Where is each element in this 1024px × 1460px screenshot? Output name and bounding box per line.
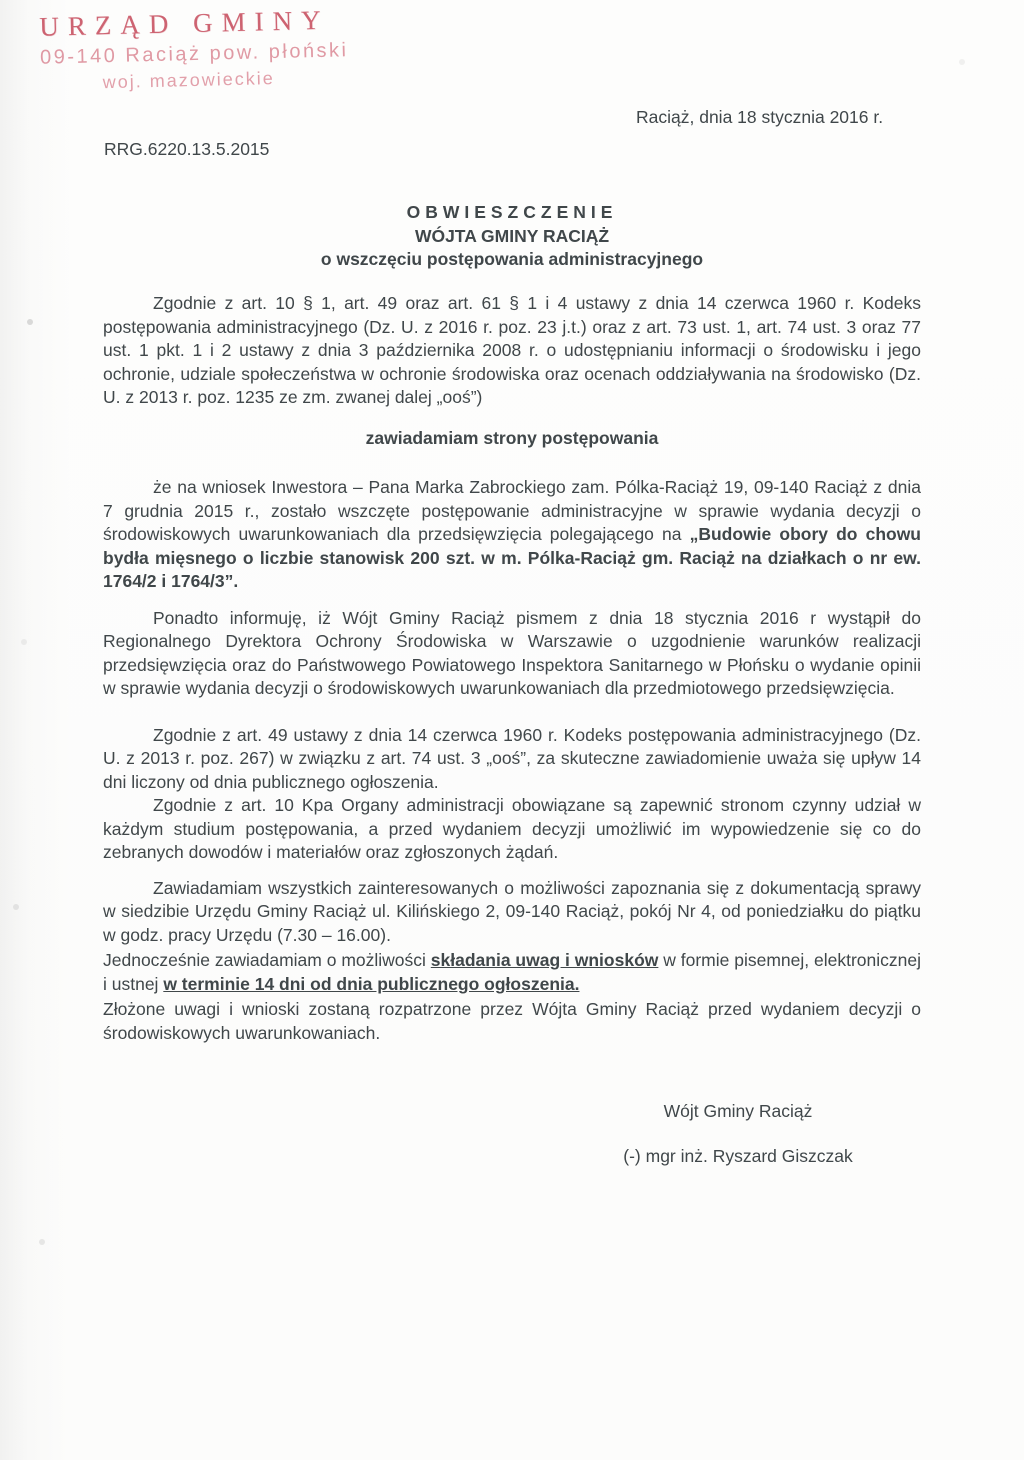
document-date: Raciąż, dnia 18 stycznia 2016 r.: [636, 107, 884, 127]
remarks-emphasis-deadline: w terminie 14 dni od dnia publicznego ogłoszenia.: [163, 973, 580, 994]
remarks-part1: Jednocześnie zawiadamiam o możliwości: [103, 950, 431, 970]
paragraph-documentation-access: Zawiadamiam wszystkich zainteresowanych o możliwości zapoznania się z dokumentacją sprawy w siedzibie Urzędu Gminy Raciąż ul. Kilińskiego 2, 09-140 Raciąż, pokój Nr 4, od poniedziałku do piątku w godz. pracy Urzędu (7.30 – 16.00).: [103, 877, 921, 945]
title-obwieszczenie: OBWIESZCZENIE: [406, 202, 618, 222]
stamp-address-line: 09-140 Raciąż pow. płoński: [39, 38, 349, 69]
reference-number: RRG.6220.13.5.2015: [104, 139, 270, 159]
stamp-voivodeship-line: woj. mazowieckie: [102, 68, 275, 93]
notice-intro-text: że na wniosek Inwestora – Pana Marka Zabrockiego zam. Pólka-Raciąż 19, 09-140 Raciąż z dnia 7 grudnia 2015 r., zostało wszczęte postępowanie administracyjne w sprawie wydania decyzji o środowiskowych uwarunkowaniach dla przedsięwzięcia polegającego na: [103, 477, 921, 544]
subheading-notification: zawiadamiam strony postępowania: [365, 427, 659, 448]
remarks-part2: w formie pisemnej, elektronicznej i ustnej: [103, 950, 921, 994]
paragraph-art49: Zgodnie z art. 49 ustawy z dnia 14 czerwca 1960 r. Kodeks postępowania administracyjnego (Dz. U. z 2013 r. poz. 267) w związku z art. 74 ust. 3 „ooś”, za skuteczne zawiadomienie uważa się upływ 14 dni liczony od dnia publicznego ogłoszenia.: [103, 724, 921, 792]
paragraph-consultations: Ponadto informuję, iż Wójt Gminy Raciąż pismem z dnia 18 stycznia 2016 r wystąpił do Regionalnego Dyrektora Ochrony Środowiska w Warszawie o uzgodnienie warunków realizacji przedsięwzięcia oraz do Państwowego Powiatowego Inspektora Sanitarnego w Płońsku o wydanie opinii w sprawie wydania decyzji o środowiskowych uwarunkowaniach dla przedmiotowego przedsięwzięcia.: [103, 607, 921, 698]
title-issuer: WÓJTA GMINY RACIĄŻ: [414, 225, 610, 246]
notice-project-name: „Budowie obory do chowu bydła mięsnego o liczbie stanowisk 200 szt. w m. Pólka-Raciąż gm. Raciąż na działkach o nr ew. 1764/2 i 1764/3”.: [103, 524, 921, 591]
paragraph-remarks-deadline: [103, 949, 921, 996]
signature-office-title: Wójt Gminy Raciąż: [663, 1101, 813, 1121]
title-subject: o wszczęciu postępowania administracyjnego: [320, 249, 704, 269]
stamp-office-name: URZĄD GMINY: [38, 4, 330, 42]
remarks-emphasis-submit: składania uwag i wniosków: [430, 950, 659, 970]
document-body: [103, 292, 921, 1045]
paragraph-closing: Złożone uwagi i wnioski zostaną rozpatrzone przez Wójta Gminy Raciąż przed wydaniem decyzji o środowiskowych uwarunkowaniach.: [103, 999, 921, 1043]
office-stamp: [38, 4, 349, 96]
paragraph-art10: Zgodnie z art. 10 Kpa Organy administracji obowiązane są zapewnić stronom czynny udział w każdym studium postępowania, a przed wydaniem decyzji umożliwić im wypowiedzenie się co do zebranych dowodów i materiałów oraz zgłoszonych żądań.: [103, 795, 921, 862]
signature-block: [588, 1100, 888, 1168]
paragraph-legal-basis: Zgodnie z art. 10 § 1, art. 49 oraz art. 61 § 1 i 4 ustawy z dnia 14 czerwca 1960 r. Kodeks postępowania administracyjnego (Dz. U. z 2016 r. poz. 23 j.t.) oraz z art. 73 ust. 1, art. 74 ust. 3 oraz 77 ust. 1 pkt. 1 i 2 ustawy z dnia 3 października 2008 r. o udostępnianiu informacji o środowisku i jego ochronie, udziale społeczeństwa w ochronie środowiska oraz ocenach oddziaływania na środowisko (Dz. U. z 2013 r. poz. 1235 ze zm. zwanej dalej „ooś”): [103, 293, 921, 407]
paragraph-notice: [103, 476, 921, 594]
document-title: [103, 201, 921, 272]
scan-noise: [0, 0, 4, 4]
signature-name: (-) mgr inż. Ryszard Giszczak: [623, 1145, 853, 1166]
